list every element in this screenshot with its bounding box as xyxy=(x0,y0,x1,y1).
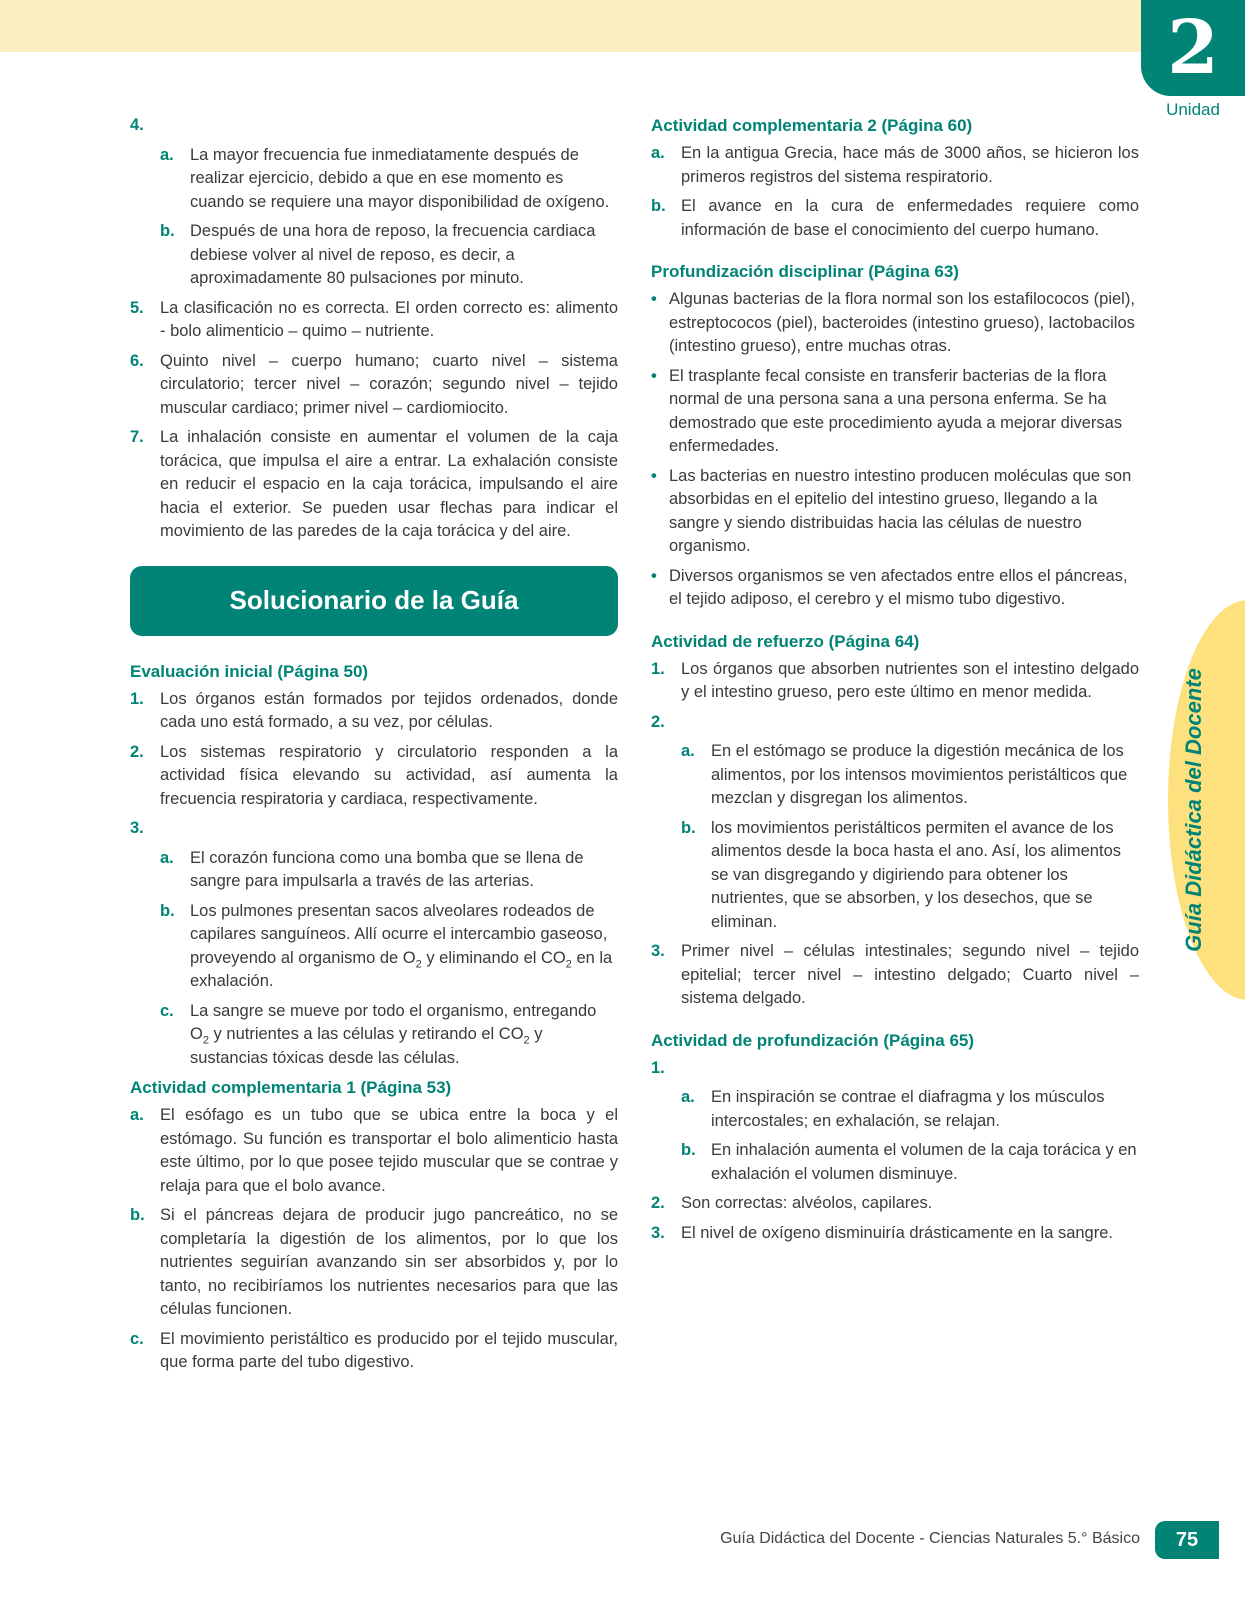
subscript: 2 xyxy=(565,957,572,970)
side-title: Guía Didáctica del Docente xyxy=(1181,668,1206,952)
ap-item-1 xyxy=(651,1057,1139,1081)
item-text: El movimiento peristáltico es producido por el tejido muscular, que forma parte del tubo digestivo. xyxy=(160,1329,618,1371)
item-text: Los órganos que absorben nutrientes son el intestino delgado y el intestino grueso, pero este último en menor medida. xyxy=(681,659,1139,701)
bullet-icon: • xyxy=(651,466,657,485)
item-text: y sustancias tóxicas desde las células. xyxy=(190,1025,543,1067)
item-letter: c. xyxy=(130,1329,144,1348)
section-heading: Actividad de profundización (Página 65) xyxy=(651,1030,975,1050)
item-text: Las bacterias en nuestro intestino producen moléculas que son absorbidas en el epitelio del intestino grueso, llegando a la sangre y siendo distribuidas hacia las células de nuestro organismo. xyxy=(669,466,1132,555)
item-text: Los sistemas respiratorio y circulatorio responden a la actividad física elevando su actividad, así aumenta la frecuencia respiratoria y cardiaca, respectivamente. xyxy=(160,742,618,808)
item-letter: a. xyxy=(160,848,174,867)
unit-label: Unidad xyxy=(1166,100,1220,119)
item-text: El trasplante fecal consiste en transferir bacterias de la flora normal de una persona sana a una persona enferma. Se ha demostrado que este procedimiento ayuda a mejorar diversas enfermedades. xyxy=(669,366,1123,455)
item-number: 1. xyxy=(651,659,665,678)
ac1-item-c xyxy=(130,1328,618,1375)
ar-item-3 xyxy=(651,940,1139,1011)
bullet-item xyxy=(651,365,1139,459)
ap-item-3 xyxy=(651,1222,1139,1246)
item-text: La sangre se mueve por todo el organismo, entregando O xyxy=(190,1001,597,1043)
bullet-icon: • xyxy=(651,290,657,308)
item-letter: b. xyxy=(130,1206,145,1224)
question-4b xyxy=(160,220,618,291)
ac1-item-b xyxy=(130,1204,618,1322)
section-heading: Actividad complementaria 2 (Página 60) xyxy=(651,116,973,135)
item-text: en la exhalación. xyxy=(190,948,613,990)
item-text: La mayor frecuencia fue inmediatamente después de realizar ejercicio, debido a que en ese momento es cuando se requiere una mayor disponibilidad de oxígeno. xyxy=(190,145,610,211)
right-column xyxy=(651,114,1139,1251)
item-text: Quinto nivel – cuerpo humano; cuarto nivel – sistema circulatorio; tercer nivel – corazón; segundo nivel – tejido muscular cardiaco; primer nivel – cardiomiocito. xyxy=(160,351,618,417)
subscript: 2 xyxy=(415,957,422,970)
item-number: 4. xyxy=(130,116,144,134)
item-letter: b. xyxy=(651,197,666,215)
item-text: En inspiración se contrae el diafragma y los músculos intercostales; en exhalación, se relajan. xyxy=(711,1088,1105,1130)
ar-item-1 xyxy=(651,658,1139,705)
section-heading: Actividad de refuerzo (Página 64) xyxy=(651,631,920,651)
item-number: 2. xyxy=(651,1194,665,1212)
question-6 xyxy=(130,350,618,421)
section-heading: Evaluación inicial (Página 50) xyxy=(130,661,369,681)
item-text: Después de una hora de reposo, la frecuencia cardiaca debiese volver al nivel de reposo, es decir, a aproximadamente 80 pulsaciones por minuto. xyxy=(190,222,596,287)
ac1-item-a xyxy=(130,1104,618,1198)
item-text: El nivel de oxígeno disminuiría drásticamente en la sangre. xyxy=(681,1223,1113,1242)
ap-item-1a xyxy=(681,1086,1139,1133)
item-letter: b. xyxy=(160,222,175,240)
ar-item-2a xyxy=(681,740,1139,811)
item-text: Algunas bacterias de la flora normal son los estafilococos (piel), estreptococos (piel), bacteroides (intestino grueso), lactobacilos (intestino grueso), entre muchas otras. xyxy=(669,290,1135,355)
page-number: 75 xyxy=(1155,1521,1219,1559)
item-number: 3. xyxy=(651,942,665,960)
eval-item-1 xyxy=(130,688,618,735)
item-number: 2. xyxy=(651,712,665,731)
subscript: 2 xyxy=(523,1034,530,1047)
ac2-item-b xyxy=(651,195,1139,242)
item-text: En la antigua Grecia, hace más de 3000 años, se hicieron los primeros registros del sistema respiratorio. xyxy=(681,144,1139,186)
item-text: En inhalación aumenta el volumen de la caja torácica y en exhalación el volumen disminuye. xyxy=(711,1141,1137,1183)
section-heading: Profundización disciplinar (Página 63) xyxy=(651,262,959,281)
question-4 xyxy=(130,114,618,138)
item-letter: a. xyxy=(681,1088,695,1106)
spacer xyxy=(651,618,1139,630)
item-text: La clasificación no es correcta. El orden correcto es: alimento - bolo alimenticio – quimo – nutriente. xyxy=(160,298,618,340)
eval-item-3a xyxy=(160,847,618,894)
item-text: y nutrientes a las células y retirando el CO xyxy=(208,1025,524,1043)
bullet-item xyxy=(651,288,1139,359)
item-number: 6. xyxy=(130,351,144,370)
eval-item-2 xyxy=(130,741,618,812)
item-text: Primer nivel – células intestinales; segundo nivel – tejido epitelial; tercer nivel – intestino delgado; Cuarto nivel – sistema delgado. xyxy=(681,942,1139,1007)
unit-tab xyxy=(1141,0,1245,96)
item-number: 2. xyxy=(130,742,144,761)
item-letter: c. xyxy=(160,1001,174,1020)
question-7 xyxy=(130,426,618,544)
item-letter: b. xyxy=(160,901,175,920)
subscript: 2 xyxy=(202,1034,209,1047)
bullet-item xyxy=(651,465,1139,559)
item-text: Los pulmones presentan sacos alveolares rodeados de capilares sanguíneos. Allí ocurre el intercambio gaseoso, proveyendo al organismo de O xyxy=(190,901,608,967)
spacer xyxy=(651,248,1139,260)
item-text: El avance en la cura de enfermedades requiere como información de base el conocimiento del cuerpo humano. xyxy=(681,197,1139,239)
item-letter: a. xyxy=(160,145,174,164)
item-number: 7. xyxy=(130,428,144,446)
item-text: Si el páncreas dejara de producir jugo pancreático, no se completaría la digestión de los alimentos, por lo que los nutrientes seguirían avanzando sin ser absorbidos y, por lo tanto, no recibiríamos los nutrientes necesarios para que las células funcionen. xyxy=(160,1206,618,1318)
item-text: Son correctas: alvéolos, capilares. xyxy=(681,1194,933,1212)
item-letter: b. xyxy=(681,1141,696,1159)
ap-item-1b xyxy=(681,1139,1139,1186)
item-text: y eliminando el CO xyxy=(421,948,566,967)
item-text: los movimientos peristálticos permiten el avance de los alimentos desde la boca hasta el ano. Así, los alimentos se van disgregando y digiriendo para obtener los nutrientes, que se absorben, y los desechos, que se eliminan. xyxy=(711,818,1121,931)
ap-item-2 xyxy=(651,1192,1139,1216)
section-banner: Solucionario de la Guía xyxy=(130,566,618,636)
item-text: La inhalación consiste en aumentar el volumen de la caja torácica, que impulsa el aire a entrar. La exhalación consiste en reducir el espacio en la caja torácica, impulsando el aire hacia el exterior. Se pueden usar flechas para indicar el movimiento de las paredes de la caja torácica y del aire. xyxy=(160,428,618,540)
eval-item-3c xyxy=(160,1000,618,1071)
item-number: 3. xyxy=(651,1223,665,1242)
footer-text: Guía Didáctica del Docente - Ciencias Naturales 5.° Básico xyxy=(720,1530,1140,1547)
bullet-icon: • xyxy=(651,366,657,385)
item-text: En el estómago se produce la digestión mecánica de los alimentos, por los intensos movimientos peristálticos que mezclan y disgregan los alimentos. xyxy=(711,742,1128,807)
item-number: 3. xyxy=(130,819,144,837)
eval-item-3 xyxy=(130,817,618,841)
item-number: 1. xyxy=(651,1058,665,1077)
item-text: Diversos organismos se ven afectados entre ellos el páncreas, el tejido adiposo, el cerebro y el mismo tubo digestivo. xyxy=(669,566,1128,608)
top-band xyxy=(0,0,1143,52)
bullet-item xyxy=(651,565,1139,612)
item-letter: a. xyxy=(130,1106,144,1124)
item-letter: a. xyxy=(681,742,695,760)
bullet-icon: • xyxy=(651,566,657,585)
spacer xyxy=(651,1017,1139,1029)
eval-item-3b xyxy=(160,900,618,994)
ar-item-2b xyxy=(681,817,1139,935)
item-letter: b. xyxy=(681,818,696,837)
unit-number: 2 xyxy=(1167,5,1219,91)
item-number: 1. xyxy=(130,689,144,708)
question-4a xyxy=(160,144,618,215)
section-heading: Actividad complementaria 1 (Página 53) xyxy=(130,1078,452,1097)
left-column xyxy=(130,114,618,1381)
item-text: El esófago es un tubo que se ubica entre la boca y el estómago. Su función es transportar el bolo alimenticio hasta este último, por lo que posee tejido muscular que se contrae y relaja para que el bolo avance. xyxy=(160,1106,618,1195)
item-text: El corazón funciona como una bomba que se llena de sangre para impulsarla a través de las arterias. xyxy=(190,848,584,890)
item-number: 5. xyxy=(130,298,144,317)
question-5 xyxy=(130,297,618,344)
item-text: Los órganos están formados por tejidos ordenados, donde cada uno está formado, a su vez, por células. xyxy=(160,689,618,731)
ar-item-2 xyxy=(651,711,1139,735)
ac2-item-a xyxy=(651,142,1139,189)
item-letter: a. xyxy=(651,144,665,162)
